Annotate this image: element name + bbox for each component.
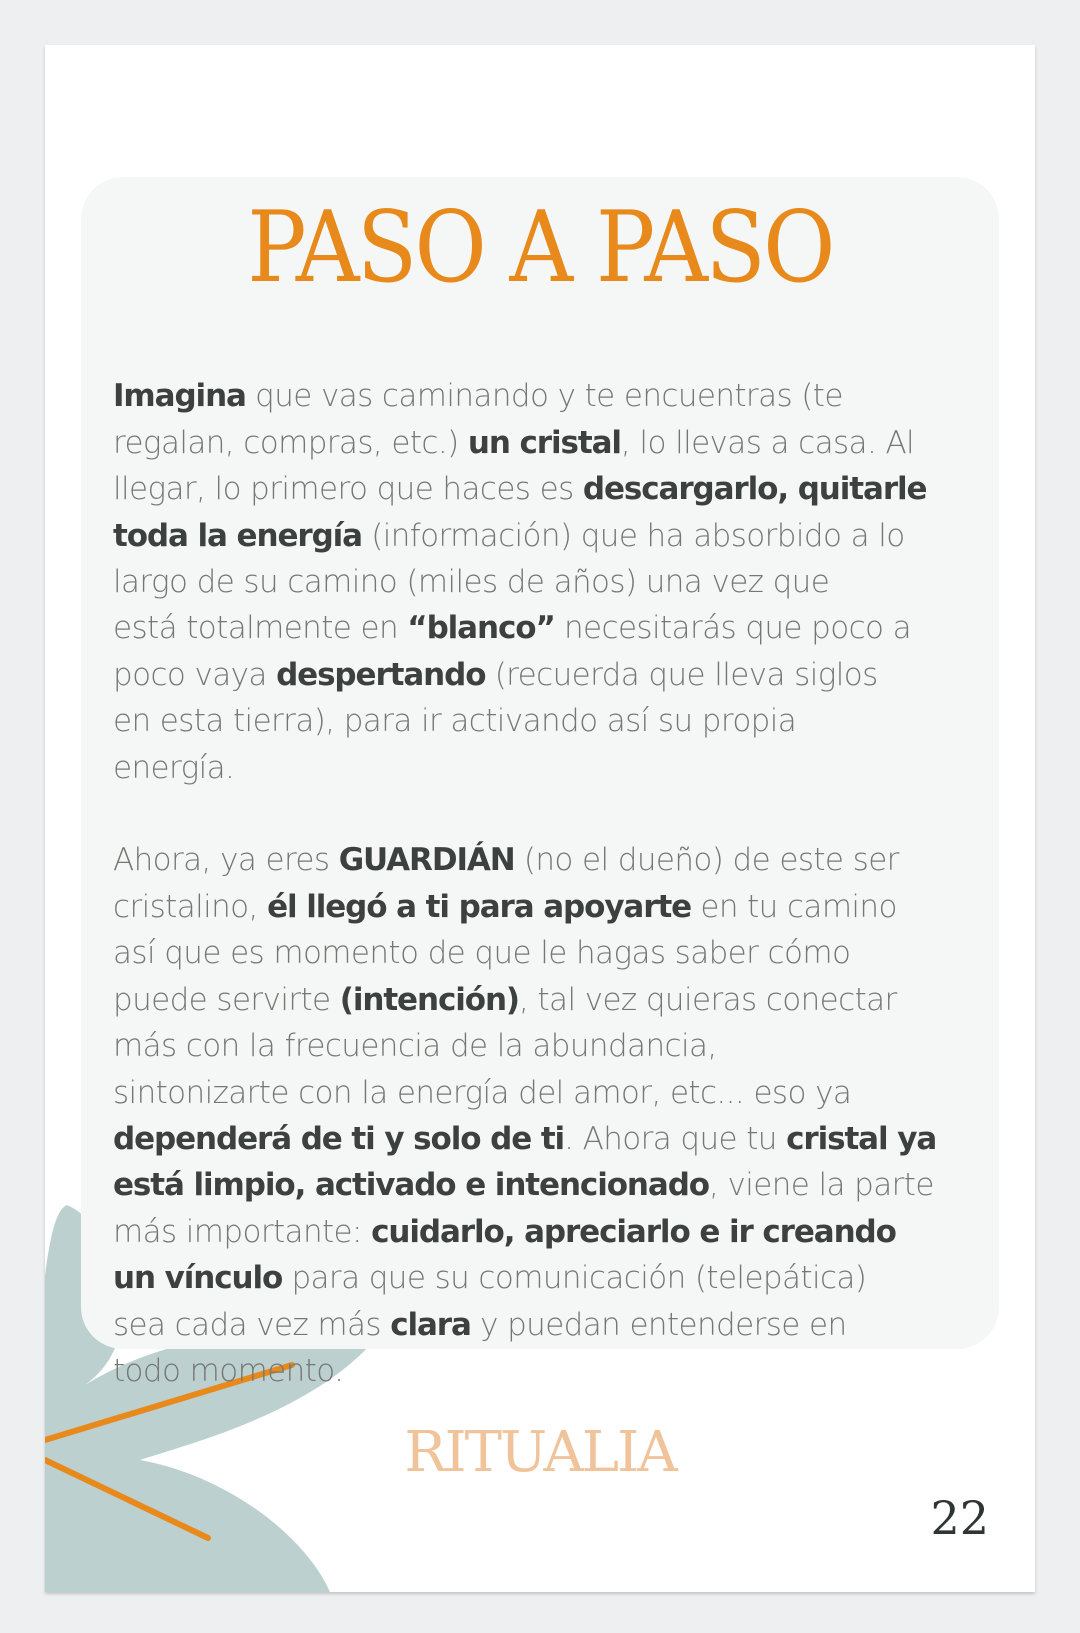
text-run: y puedan entenderse en todo momento. <box>113 1306 847 1389</box>
text-run: , viene la parte más importante: <box>113 1167 934 1250</box>
text-run: . Ahora que tu <box>564 1120 787 1157</box>
bold-text-run: Imagina <box>113 378 246 415</box>
bold-text-run: “blanco” <box>407 610 555 647</box>
paragraph-1 <box>113 373 963 791</box>
bold-text-run: (intención) <box>339 981 519 1018</box>
bold-text-run: él llegó a ti para apoyarte <box>267 888 692 925</box>
bold-text-run: cristal ya está limpio, activado e intencionado <box>113 1120 937 1204</box>
text-run: necesitarás que poco a poco vaya <box>113 610 912 693</box>
bold-text-run: dependerá de ti y solo de ti <box>113 1120 565 1157</box>
text-run: , tal vez quieras conectar más con la frecuencia de la abundancia, sintonizarte con la energía del amor, etc... eso ya <box>113 981 897 1111</box>
content-card <box>81 177 999 1389</box>
bold-text-run: GUARDIÁN <box>338 842 515 879</box>
text-run: Ahora, ya eres <box>113 842 339 879</box>
paragraph-2 <box>113 837 963 1394</box>
text-run: en tu camino así que es momento de que le hagas saber cómo puede servirte <box>113 888 897 1018</box>
text-run: , lo llevas a casa. Al llegar, lo primero que haces es <box>113 424 915 508</box>
page-title: PASO A PASO <box>247 191 833 305</box>
bold-text-run: descargarlo, quitarle toda la energía <box>113 471 927 554</box>
text-run: (recuerda que lleva siglos en esta tierra), para ir activando así su propia energía. <box>113 656 878 786</box>
text-run: (no el dueño) de este ser cristalino, <box>113 842 899 925</box>
bold-text-run: clara <box>390 1306 471 1343</box>
text-run: que vas caminando y te encuentras (te regalan, compras, etc.) <box>113 378 843 461</box>
text-run: para que su comunicación (telepática) sea cada vez más <box>113 1260 867 1343</box>
bold-text-run: cuidarlo, apreciarlo e ir creando un vínculo <box>113 1213 896 1297</box>
page-number: 22 <box>930 1491 989 1545</box>
body-text <box>113 327 963 1441</box>
bold-text-run: despertando <box>276 656 486 693</box>
book-page <box>45 45 1035 1592</box>
bold-text-run: un cristal <box>467 424 621 461</box>
brand-logo-text: RITUALIA <box>404 1420 676 1485</box>
text-run: (información) que ha absorbido a lo largo de su camino (miles de años) una vez que está totalmente en <box>113 517 905 647</box>
